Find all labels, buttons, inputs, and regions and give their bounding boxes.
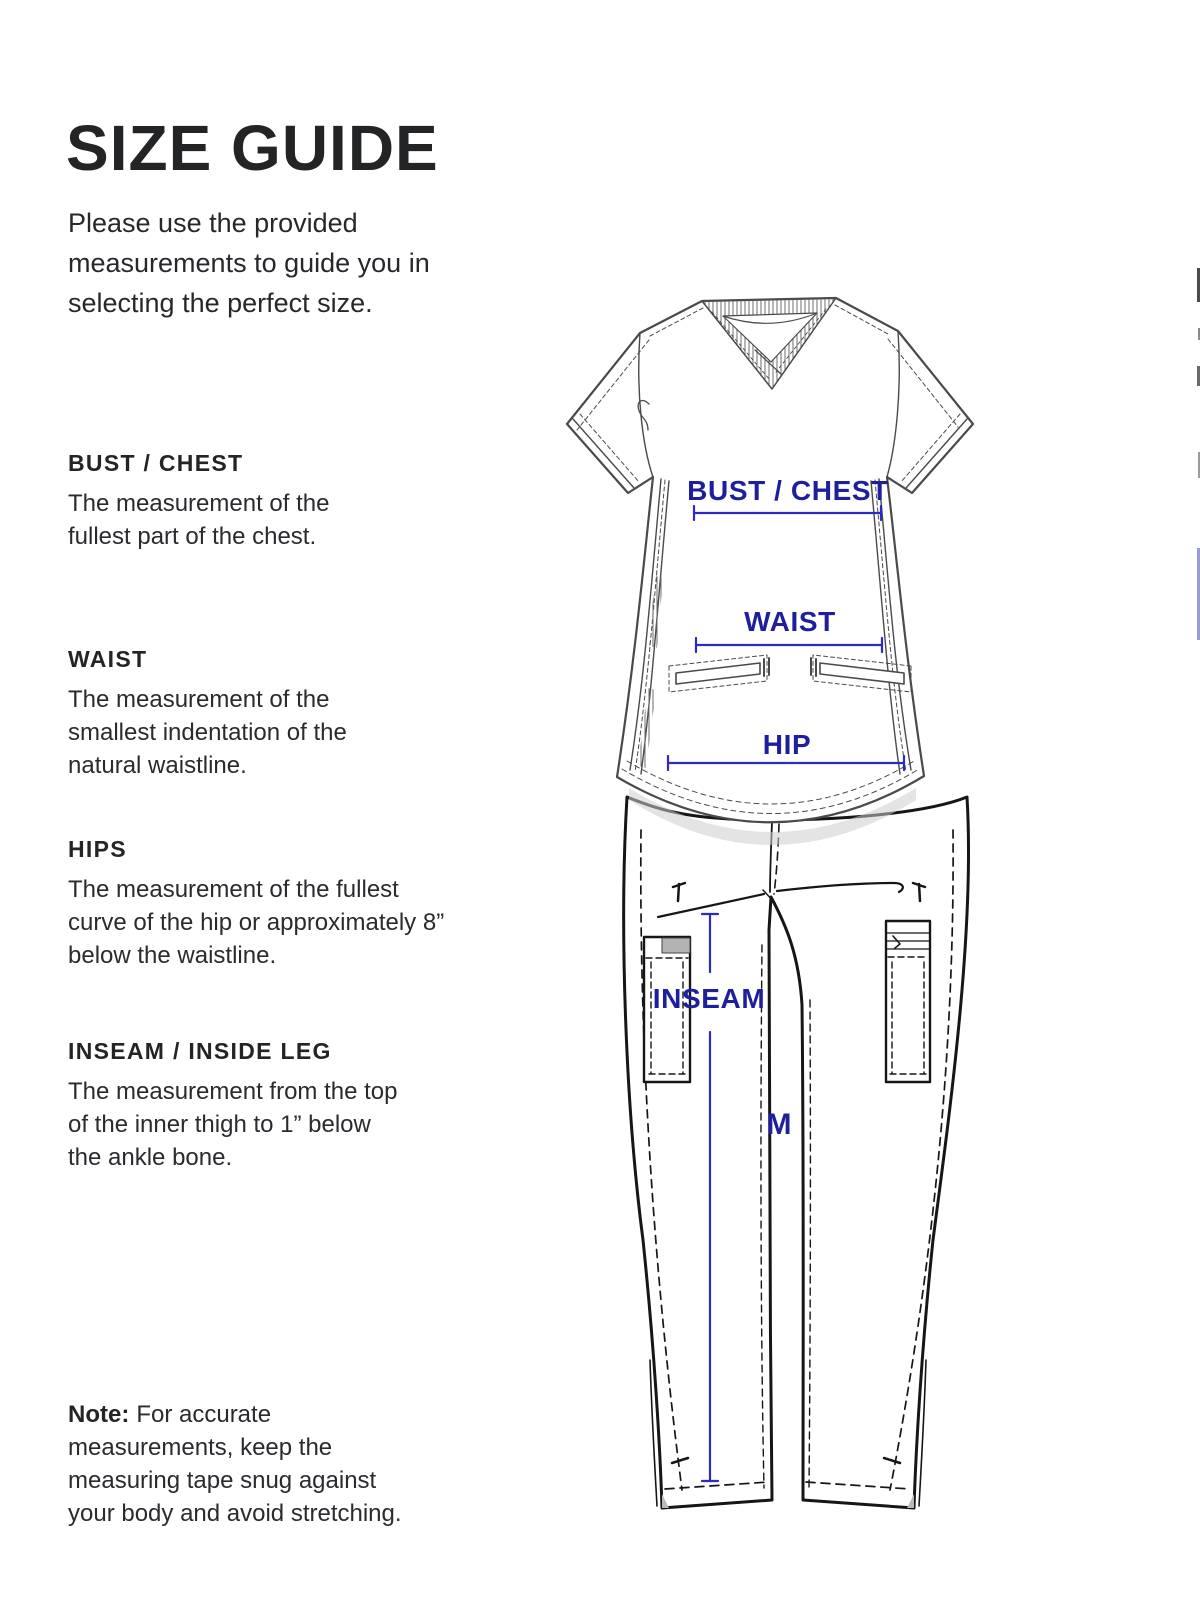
brand-tab bbox=[662, 938, 690, 953]
section-hips bbox=[68, 836, 453, 972]
size-diagram bbox=[540, 270, 1200, 1540]
waist-label: WAIST bbox=[744, 606, 836, 637]
section-body: The measurement of the fullest part of the chest. bbox=[68, 490, 330, 550]
section-heading: HIPS bbox=[68, 836, 127, 862]
section-body: The measurement from the top of the inner thigh to 1” below the ankle bone. bbox=[68, 1078, 398, 1171]
section-waist bbox=[68, 646, 388, 782]
page-title: SIZE GUIDE bbox=[66, 111, 439, 184]
section-body: The measurement of the smallest indentation of the natural waistline. bbox=[68, 686, 347, 779]
section-inseam bbox=[68, 1038, 398, 1174]
intro-text: Please use the provided measurements to guide you in selecting the perfect size. bbox=[68, 208, 430, 318]
bust-label: BUST / CHEST bbox=[687, 475, 889, 506]
size-letter-label: M bbox=[766, 1108, 792, 1141]
note-text: Note: For accurate measurements, keep the measuring tape snug against your body and avoid stretching. bbox=[68, 1401, 402, 1527]
section-heading: WAIST bbox=[68, 646, 148, 672]
scrub-pants-drawing bbox=[624, 797, 969, 1508]
right-cargo-pocket bbox=[886, 921, 930, 1082]
hip-label: HIP bbox=[762, 729, 812, 760]
section-heading: BUST / CHEST bbox=[68, 450, 244, 476]
inseam-label: INSEAM bbox=[652, 983, 766, 1014]
section-bust-chest bbox=[68, 450, 368, 553]
section-body: The measurement of the fullest curve of the hip or approximately 8” below the waistline. bbox=[68, 876, 445, 969]
note-label: Note: bbox=[68, 1401, 130, 1428]
section-heading: INSEAM / INSIDE LEG bbox=[68, 1038, 332, 1064]
pants-silhouette bbox=[624, 797, 969, 1508]
